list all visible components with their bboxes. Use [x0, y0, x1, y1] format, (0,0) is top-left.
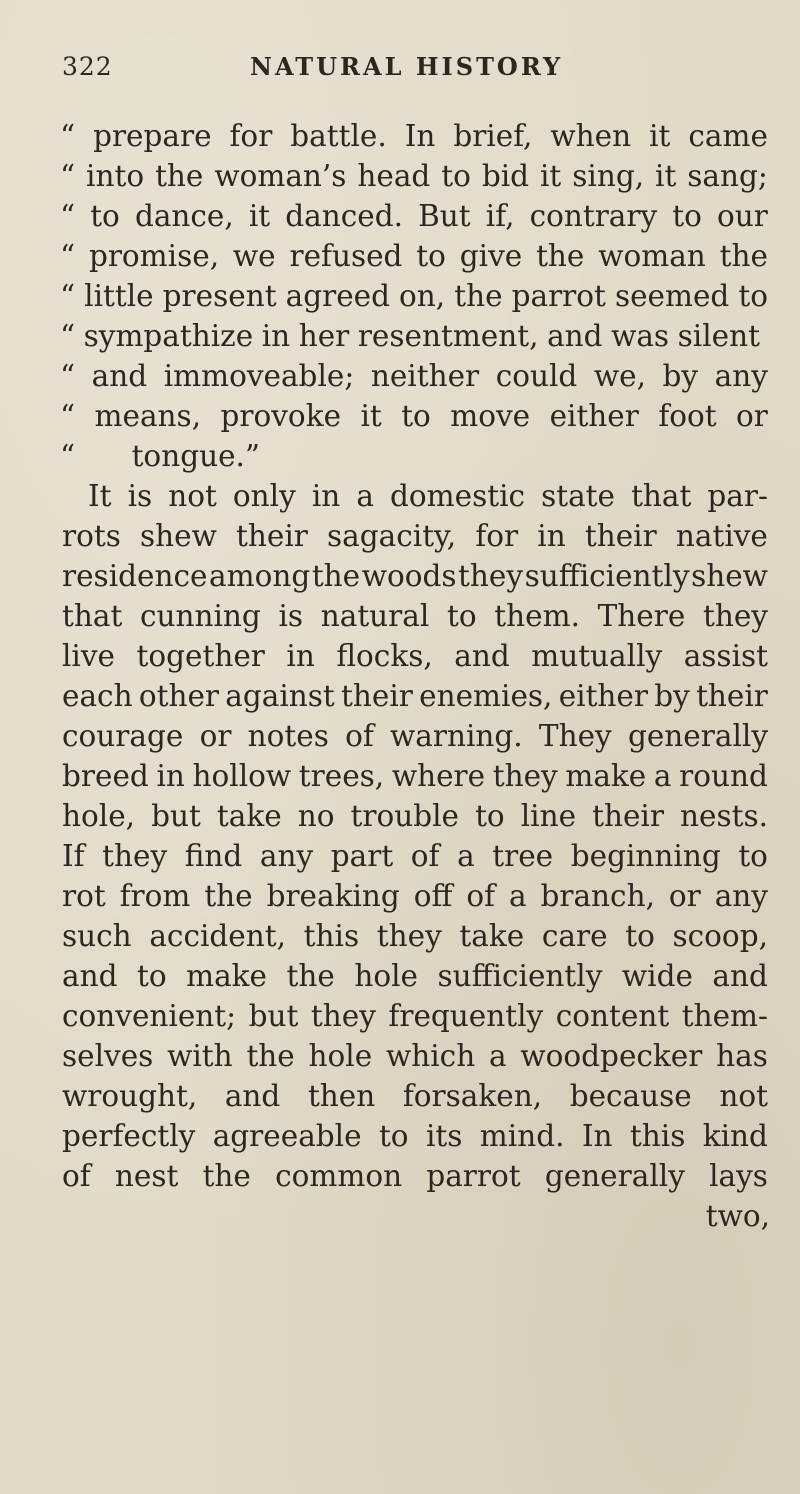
text-line: “ means, provoke it to move either foot or — [60, 399, 768, 433]
text-line: wrought, and then forsaken, because not — [62, 1079, 768, 1113]
text-line: rot from the breaking off of a branch, or any — [62, 879, 768, 913]
text-line: It is not only in a domestic state that par- — [88, 479, 768, 513]
text-line: convenient; but they frequently content them- — [62, 999, 768, 1033]
text-line: courage or notes of warning. They generally — [62, 719, 768, 753]
text-line: and to make the hole sufficiently wide and — [62, 959, 768, 993]
text-line: that cunning is natural to them. There they — [62, 599, 768, 633]
page-header — [62, 52, 762, 92]
text-line: If they find any part of a tree beginning to — [62, 839, 768, 873]
text-line: perfectly agreeable to its mind. In this kind — [62, 1119, 768, 1153]
text-line: live together in flocks, and mutually assist — [62, 639, 768, 673]
text-line: residence among the woods they sufficiently shew — [62, 559, 768, 593]
text-line: selves with the hole which a woodpecker has — [62, 1039, 768, 1073]
page-number: 322 — [62, 52, 113, 81]
text-line: each other against their enemies, either by their — [62, 679, 768, 713]
text-line: “ and immoveable; neither could we, by any — [60, 359, 768, 393]
text-line: “ into the woman’s head to bid it sing, it sang; — [60, 159, 768, 193]
catchword: two, — [705, 1199, 770, 1233]
running-head: NATURAL HISTORY — [250, 52, 564, 81]
text-line: of nest the common parrot generally lays — [62, 1159, 768, 1193]
text-line: rots shew their sagacity, for in their native — [62, 519, 768, 553]
text-line: hole, but take no trouble to line their nests. — [62, 799, 768, 833]
text-line: breed in hollow trees, where they make a round — [62, 759, 768, 793]
text-line: “ promise, we refused to give the woman the — [60, 239, 768, 273]
text-line: such accident, this they take care to scoop, — [62, 919, 768, 953]
text-line: “ to dance, it danced. But if, contrary to our — [60, 199, 768, 233]
text-line: “ prepare for battle. In brief, when it came — [60, 119, 768, 153]
text-line: “ tongue.” — [60, 439, 260, 473]
text-line: “ sympathize in her resentment, and was silent — [60, 319, 760, 353]
text-line: “ little present agreed on, the parrot seemed to — [60, 279, 768, 313]
